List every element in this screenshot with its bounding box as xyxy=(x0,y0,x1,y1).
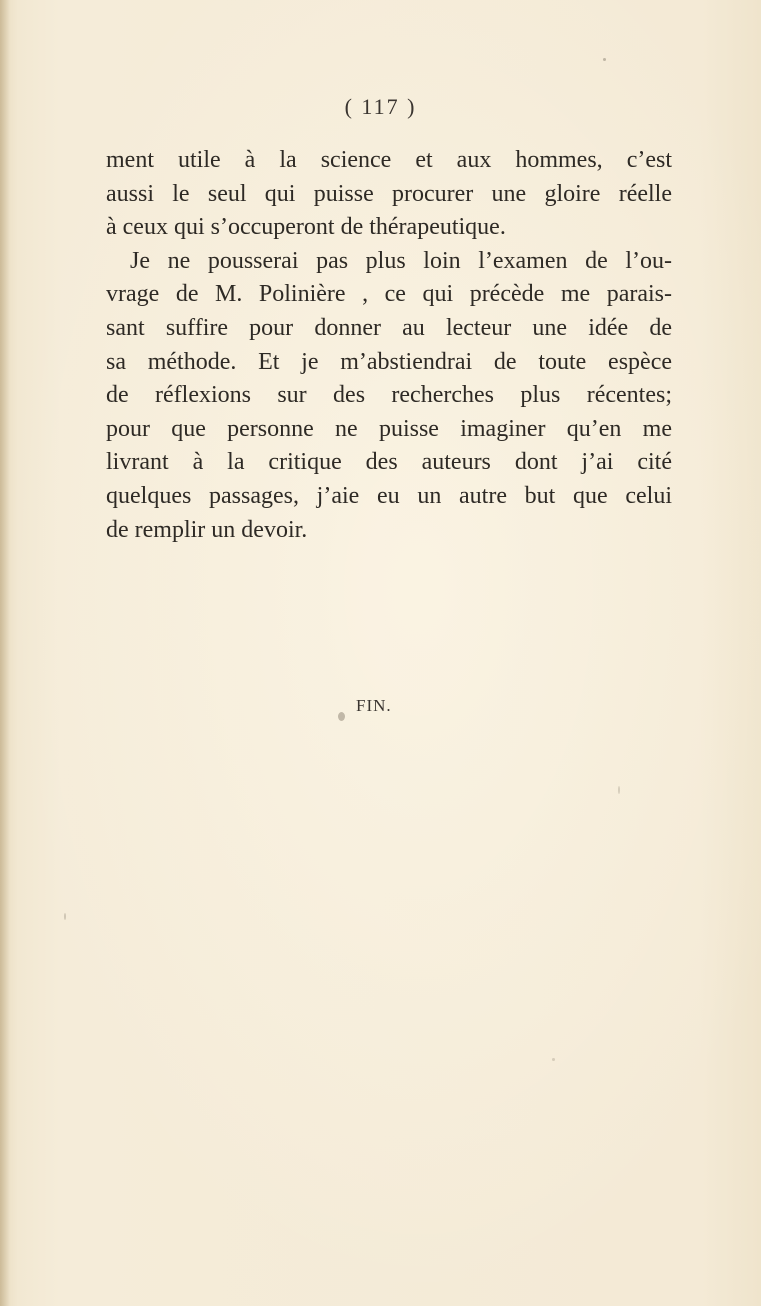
text-line: livrant à la critique des auteurs dont j’ai cité xyxy=(106,449,672,476)
paper-speck xyxy=(338,712,345,721)
paper-speck xyxy=(552,1058,555,1061)
paper-speck xyxy=(64,913,66,920)
text-line: Je ne pousserai pas plus loin l’examen de l’ou- xyxy=(130,247,672,274)
paper-speck xyxy=(618,786,620,794)
text-line: ment utile à la science et aux hommes, c’est xyxy=(106,147,672,173)
page-edge-shadow xyxy=(0,0,10,1306)
body-text xyxy=(106,144,672,547)
text-line: quelques passages, j’aie eu un autre but que celui xyxy=(106,482,672,509)
text-line: de remplir un devoir. xyxy=(106,516,308,543)
text-line: pour que personne ne puisse imaginer qu’en me xyxy=(106,415,672,442)
end-mark: FIN. xyxy=(356,696,392,715)
text-line: sant suffire pour donner au lecteur une idée de xyxy=(106,314,672,341)
paper-speck xyxy=(603,58,606,61)
text-line: aussi le seul qui puisse procurer une gloire réelle xyxy=(106,180,672,207)
text-line: à ceux qui s’occuperont de thérapeutique. xyxy=(106,214,506,241)
text-line: vrage de M. Polinière , ce qui précède me parais- xyxy=(106,281,672,308)
page-number: ( 117 ) xyxy=(344,94,417,119)
text-line: sa méthode. Et je m’abstiendrai de toute espèce xyxy=(106,348,672,375)
text-line: de réflexions sur des recherches plus récentes; xyxy=(106,382,672,409)
